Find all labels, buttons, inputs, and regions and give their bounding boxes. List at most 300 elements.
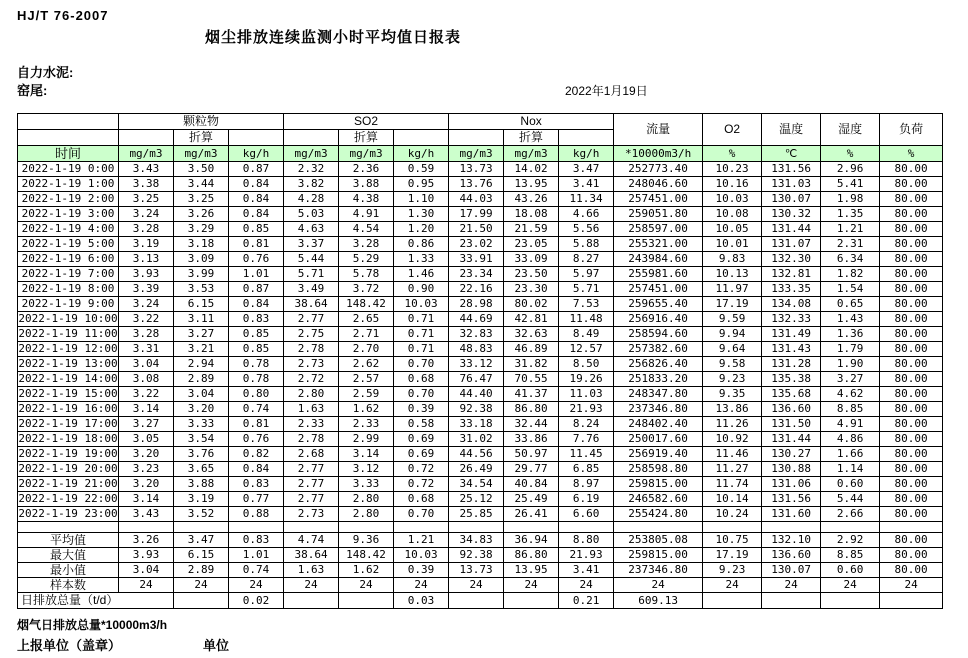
value-cell: 80.00 — [880, 162, 943, 177]
value-cell: 26.49 — [449, 462, 504, 477]
value-cell: 21.93 — [559, 402, 614, 417]
value-cell: 0.85 — [229, 327, 284, 342]
unit-cell: mg/m3 — [449, 146, 504, 162]
value-cell: 21.50 — [449, 222, 504, 237]
value-cell: 4.28 — [284, 192, 339, 207]
value-cell: 3.31 — [119, 342, 174, 357]
value-cell: 8.80 — [559, 533, 614, 548]
value-cell: 24 — [880, 578, 943, 593]
table-row — [18, 432, 943, 447]
value-cell: 3.65 — [174, 462, 229, 477]
value-cell: 255424.80 — [614, 507, 703, 522]
value-cell: 28.98 — [449, 297, 504, 312]
value-cell: 251833.20 — [614, 372, 703, 387]
empty-cell — [880, 593, 943, 609]
value-cell: 3.93 — [119, 548, 174, 563]
value-cell: 134.08 — [762, 297, 821, 312]
daily-total-label: 日排放总量（t/d） — [18, 593, 174, 609]
value-cell: 0.76 — [229, 432, 284, 447]
table-row — [18, 342, 943, 357]
value-cell: 3.37 — [284, 237, 339, 252]
time-cell: 2022-1-19 11:00 — [18, 327, 118, 340]
value-cell: 0.87 — [229, 282, 284, 297]
value-cell: 3.29 — [174, 222, 229, 237]
value-cell: 130.32 — [762, 207, 821, 222]
value-cell: 76.47 — [449, 372, 504, 387]
value-cell: 21.59 — [504, 222, 559, 237]
sub-so2-converted: 折算 — [339, 130, 394, 146]
value-cell: 80.00 — [880, 267, 943, 282]
value-cell: 3.47 — [174, 533, 229, 548]
time-cell: 2022-1-19 21:00 — [18, 477, 118, 490]
table-row — [18, 237, 943, 252]
value-cell: 0.69 — [394, 447, 449, 462]
value-cell: 259051.80 — [614, 207, 703, 222]
value-cell: 131.44 — [762, 432, 821, 447]
unit-cell: kg/h — [394, 146, 449, 162]
unit-label: 单位 — [203, 638, 230, 653]
time-cell: 2022-1-19 18:00 — [18, 432, 118, 445]
time-cell: 2022-1-19 3:00 — [18, 207, 119, 222]
value-cell: 0.95 — [394, 177, 449, 192]
value-cell: 3.38 — [119, 177, 174, 192]
value-cell: 3.09 — [174, 252, 229, 267]
monitoring-table — [17, 113, 943, 609]
value-cell: 8.49 — [559, 327, 614, 342]
value-cell: 131.44 — [762, 222, 821, 237]
value-cell: 36.94 — [504, 533, 559, 548]
value-cell: 3.04 — [119, 563, 174, 578]
value-cell: 33.18 — [449, 417, 504, 432]
value-cell: 2.62 — [339, 357, 394, 372]
value-cell: 3.39 — [119, 282, 174, 297]
table-row — [18, 447, 943, 462]
value-cell: 3.43 — [119, 507, 174, 522]
unit-cell: % — [703, 146, 762, 162]
report-date: 2022年1月19日 — [565, 84, 648, 98]
value-cell: 80.00 — [880, 327, 943, 342]
header-empty-cell — [394, 130, 449, 146]
value-cell: 10.03 — [703, 192, 762, 207]
value-cell: 252773.40 — [614, 162, 703, 177]
table-row — [18, 267, 943, 282]
value-cell: 130.07 — [762, 192, 821, 207]
value-cell: 1.90 — [821, 357, 880, 372]
value-cell: 10.75 — [703, 533, 762, 548]
value-cell: 1.01 — [229, 548, 284, 563]
header-group-row — [18, 114, 943, 130]
value-cell: 80.00 — [880, 312, 943, 327]
value-cell: 3.20 — [119, 447, 174, 462]
value-cell: 0.83 — [229, 533, 284, 548]
summary-label-cell: 最大值 — [18, 548, 119, 563]
value-cell: 5.71 — [559, 282, 614, 297]
value-cell: 3.24 — [119, 207, 174, 222]
value-cell: 3.76 — [174, 447, 229, 462]
value-cell: 42.81 — [504, 312, 559, 327]
value-cell: 10.23 — [703, 162, 762, 177]
value-cell: 31.02 — [449, 432, 504, 447]
table-row — [18, 207, 943, 222]
value-cell: 136.60 — [762, 548, 821, 563]
value-cell: 248046.60 — [614, 177, 703, 192]
value-cell: 3.49 — [284, 282, 339, 297]
value-cell: 0.83 — [229, 477, 284, 492]
table-row — [18, 533, 943, 548]
value-cell: 11.34 — [559, 192, 614, 207]
value-cell: 3.33 — [174, 417, 229, 432]
value-cell: 3.14 — [119, 492, 174, 507]
value-cell: 13.73 — [449, 162, 504, 177]
value-cell: 33.09 — [504, 252, 559, 267]
time-cell: 2022-1-19 2:00 — [18, 192, 119, 207]
value-cell: 132.30 — [762, 252, 821, 267]
value-cell: 2.31 — [821, 237, 880, 252]
value-cell: 7.76 — [559, 432, 614, 447]
unit-cell: *10000m3/h — [614, 146, 703, 162]
value-cell: 24 — [703, 578, 762, 593]
value-cell: 0.68 — [394, 492, 449, 507]
unit-cell: mg/m3 — [119, 146, 174, 162]
value-cell: 0.74 — [229, 563, 284, 578]
value-cell: 0.84 — [229, 177, 284, 192]
value-cell: 3.54 — [174, 432, 229, 447]
table-header — [18, 114, 943, 162]
value-cell: 80.00 — [880, 192, 943, 207]
value-cell: 3.47 — [559, 162, 614, 177]
value-cell: 256919.40 — [614, 447, 703, 462]
value-cell: 8.27 — [559, 252, 614, 267]
value-cell: 131.43 — [762, 342, 821, 357]
header-empty-cell — [18, 114, 119, 130]
value-cell: 9.23 — [703, 372, 762, 387]
value-cell: 25.12 — [449, 492, 504, 507]
value-cell: 8.85 — [821, 548, 880, 563]
time-cell: 2022-1-19 9:00 — [18, 297, 119, 312]
value-cell: 2.89 — [174, 563, 229, 578]
value-cell: 3.26 — [119, 533, 174, 548]
table-row — [18, 477, 943, 492]
value-cell: 0.82 — [229, 447, 284, 462]
value-cell: 9.64 — [703, 342, 762, 357]
value-cell: 0.70 — [394, 507, 449, 522]
value-cell: 10.16 — [703, 177, 762, 192]
value-cell: 92.38 — [449, 548, 504, 563]
value-cell: 131.56 — [762, 162, 821, 177]
time-cell: 2022-1-19 8:00 — [18, 282, 119, 297]
value-cell: 26.41 — [504, 507, 559, 522]
header-empty-cell — [559, 130, 614, 146]
value-cell: 33.86 — [504, 432, 559, 447]
value-cell: 2.73 — [284, 357, 339, 372]
value-cell: 4.54 — [339, 222, 394, 237]
value-cell: 8.85 — [821, 402, 880, 417]
value-cell: 0.83 — [229, 312, 284, 327]
value-cell: 80.00 — [880, 297, 943, 312]
value-cell: 9.59 — [703, 312, 762, 327]
value-cell: 5.29 — [339, 252, 394, 267]
value-cell: 33.12 — [449, 357, 504, 372]
value-cell: 3.13 — [119, 252, 174, 267]
table-row — [18, 548, 943, 563]
value-cell: 10.03 — [394, 548, 449, 563]
value-cell: 23.05 — [504, 237, 559, 252]
value-cell: 24 — [762, 578, 821, 593]
time-cell: 2022-1-19 19:00 — [18, 447, 118, 460]
value-cell: 23.34 — [449, 267, 504, 282]
table-row — [18, 402, 943, 417]
value-cell: 80.00 — [880, 372, 943, 387]
time-cell: 2022-1-19 14:00 — [18, 372, 118, 385]
empty-cell — [284, 593, 339, 609]
table-row — [18, 327, 943, 342]
value-cell: 11.26 — [703, 417, 762, 432]
location-label: 窑尾: — [17, 83, 48, 98]
value-cell: 24 — [504, 578, 559, 593]
unit-cell: kg/h — [559, 146, 614, 162]
value-cell: 80.00 — [880, 387, 943, 402]
summary-rows — [18, 533, 943, 593]
value-cell: 6.85 — [559, 462, 614, 477]
value-cell: 18.08 — [504, 207, 559, 222]
value-cell: 80.00 — [880, 417, 943, 432]
value-cell: 3.72 — [339, 282, 394, 297]
value-cell: 4.91 — [339, 207, 394, 222]
table-row — [18, 507, 943, 522]
value-cell: 80.02 — [504, 297, 559, 312]
value-cell: 1.33 — [394, 252, 449, 267]
value-cell: 257451.00 — [614, 192, 703, 207]
table-row — [18, 387, 943, 402]
header-empty-cell — [229, 130, 284, 146]
value-cell: 31.82 — [504, 357, 559, 372]
value-cell: 4.66 — [559, 207, 614, 222]
value-cell: 2.72 — [284, 372, 339, 387]
daily-total-flow: 609.13 — [614, 593, 703, 609]
value-cell: 131.03 — [762, 177, 821, 192]
value-cell: 19.26 — [559, 372, 614, 387]
value-cell: 9.23 — [703, 563, 762, 578]
daily-total-pm: 0.02 — [229, 593, 284, 609]
value-cell: 0.72 — [394, 462, 449, 477]
value-cell: 130.88 — [762, 462, 821, 477]
unit-cell: % — [821, 146, 880, 162]
value-cell: 3.28 — [339, 237, 394, 252]
value-cell: 131.06 — [762, 477, 821, 492]
value-cell: 3.14 — [119, 402, 174, 417]
empty-cell — [762, 593, 821, 609]
value-cell: 0.84 — [229, 297, 284, 312]
unit-cell: mg/m3 — [504, 146, 559, 162]
value-cell: 131.28 — [762, 357, 821, 372]
value-cell: 6.15 — [174, 297, 229, 312]
value-cell: 6.60 — [559, 507, 614, 522]
col-temperature: 温度 — [762, 114, 821, 146]
value-cell: 44.03 — [449, 192, 504, 207]
value-cell: 1.35 — [821, 207, 880, 222]
value-cell: 44.56 — [449, 447, 504, 462]
value-cell: 3.25 — [119, 192, 174, 207]
value-cell: 5.44 — [821, 492, 880, 507]
value-cell: 2.36 — [339, 162, 394, 177]
time-cell: 2022-1-19 10:00 — [18, 312, 118, 325]
value-cell: 80.00 — [880, 563, 943, 578]
value-cell: 3.23 — [119, 462, 174, 477]
value-cell: 0.70 — [394, 387, 449, 402]
value-cell: 258594.60 — [614, 327, 703, 342]
value-cell: 8.97 — [559, 477, 614, 492]
value-cell: 10.01 — [703, 237, 762, 252]
value-cell: 250017.60 — [614, 432, 703, 447]
time-cell: 2022-1-19 7:00 — [18, 267, 119, 282]
value-cell: 24 — [394, 578, 449, 593]
value-cell: 1.36 — [821, 327, 880, 342]
value-cell: 2.77 — [284, 492, 339, 507]
summary-label-cell: 样本数 — [18, 578, 119, 593]
value-cell: 256916.40 — [614, 312, 703, 327]
value-cell: 2.66 — [821, 507, 880, 522]
value-cell: 92.38 — [449, 402, 504, 417]
value-cell: 32.83 — [449, 327, 504, 342]
value-cell: 3.50 — [174, 162, 229, 177]
value-cell: 1.20 — [394, 222, 449, 237]
value-cell: 148.42 — [339, 548, 394, 563]
value-cell: 24 — [614, 578, 703, 593]
value-cell: 40.84 — [504, 477, 559, 492]
value-cell: 5.03 — [284, 207, 339, 222]
value-cell: 2.77 — [284, 462, 339, 477]
value-cell: 21.93 — [559, 548, 614, 563]
value-cell: 257382.60 — [614, 342, 703, 357]
value-cell: 4.86 — [821, 432, 880, 447]
value-cell: 10.24 — [703, 507, 762, 522]
value-cell: 0.71 — [394, 312, 449, 327]
data-rows — [18, 162, 943, 522]
value-cell: 33.91 — [449, 252, 504, 267]
time-cell: 2022-1-19 12:00 — [18, 342, 118, 355]
value-cell: 0.65 — [821, 297, 880, 312]
value-cell: 10.08 — [703, 207, 762, 222]
value-cell: 80.00 — [880, 533, 943, 548]
value-cell: 24 — [284, 578, 339, 593]
value-cell: 80.00 — [880, 237, 943, 252]
value-cell: 8.24 — [559, 417, 614, 432]
value-cell: 1.62 — [339, 402, 394, 417]
value-cell: 0.71 — [394, 327, 449, 342]
value-cell: 22.16 — [449, 282, 504, 297]
table-row — [18, 252, 943, 267]
value-cell: 6.15 — [174, 548, 229, 563]
value-cell: 0.69 — [394, 432, 449, 447]
value-cell: 3.88 — [339, 177, 394, 192]
value-cell: 255981.60 — [614, 267, 703, 282]
value-cell: 135.38 — [762, 372, 821, 387]
reporting-unit-label: 上报单位（盖章） — [17, 638, 122, 653]
value-cell: 258598.80 — [614, 462, 703, 477]
header-empty-cell — [284, 130, 339, 146]
value-cell: 1.46 — [394, 267, 449, 282]
value-cell: 3.26 — [174, 207, 229, 222]
unit-cell: mg/m3 — [339, 146, 394, 162]
value-cell: 2.75 — [284, 327, 339, 342]
value-cell: 135.68 — [762, 387, 821, 402]
value-cell: 131.49 — [762, 327, 821, 342]
value-cell: 44.69 — [449, 312, 504, 327]
value-cell: 0.60 — [821, 477, 880, 492]
value-cell: 32.63 — [504, 327, 559, 342]
value-cell: 3.43 — [119, 162, 174, 177]
empty-cell — [449, 593, 504, 609]
value-cell: 11.03 — [559, 387, 614, 402]
value-cell: 44.40 — [449, 387, 504, 402]
value-cell: 256826.40 — [614, 357, 703, 372]
value-cell: 9.83 — [703, 252, 762, 267]
table-row — [18, 492, 943, 507]
value-cell: 80.00 — [880, 207, 943, 222]
value-cell: 25.85 — [449, 507, 504, 522]
value-cell: 0.72 — [394, 477, 449, 492]
value-cell: 2.33 — [284, 417, 339, 432]
value-cell: 5.88 — [559, 237, 614, 252]
value-cell: 3.22 — [119, 312, 174, 327]
value-cell: 3.52 — [174, 507, 229, 522]
value-cell: 1.79 — [821, 342, 880, 357]
value-cell: 248347.80 — [614, 387, 703, 402]
value-cell: 4.91 — [821, 417, 880, 432]
value-cell: 3.24 — [119, 297, 174, 312]
spacer-row — [18, 522, 943, 533]
value-cell: 4.62 — [821, 387, 880, 402]
value-cell: 3.08 — [119, 372, 174, 387]
value-cell: 48.83 — [449, 342, 504, 357]
flue-gas-total-label: 烟气日排放总量*10000m3/h — [17, 618, 168, 632]
value-cell: 0.78 — [229, 357, 284, 372]
value-cell: 80.00 — [880, 402, 943, 417]
value-cell: 2.68 — [284, 447, 339, 462]
value-cell: 38.64 — [284, 548, 339, 563]
value-cell: 80.00 — [880, 252, 943, 267]
value-cell: 2.94 — [174, 357, 229, 372]
unit-cell: ℃ — [762, 146, 821, 162]
value-cell: 2.59 — [339, 387, 394, 402]
value-cell: 86.80 — [504, 548, 559, 563]
value-cell: 80.00 — [880, 177, 943, 192]
value-cell: 2.71 — [339, 327, 394, 342]
col-o2: O2 — [703, 114, 762, 146]
value-cell: 0.39 — [394, 563, 449, 578]
value-cell: 80.00 — [880, 342, 943, 357]
empty-cell — [339, 593, 394, 609]
unit-cell: mg/m3 — [284, 146, 339, 162]
value-cell: 10.05 — [703, 222, 762, 237]
value-cell: 0.76 — [229, 252, 284, 267]
value-cell: 0.88 — [229, 507, 284, 522]
value-cell: 0.85 — [229, 222, 284, 237]
value-cell: 4.38 — [339, 192, 394, 207]
value-cell: 17.19 — [703, 297, 762, 312]
value-cell: 3.33 — [339, 477, 394, 492]
value-cell: 131.60 — [762, 507, 821, 522]
value-cell: 1.21 — [821, 222, 880, 237]
value-cell: 34.83 — [449, 533, 504, 548]
value-cell: 1.43 — [821, 312, 880, 327]
value-cell: 132.81 — [762, 267, 821, 282]
value-cell: 0.68 — [394, 372, 449, 387]
value-cell: 3.99 — [174, 267, 229, 282]
daily-total-nox: 0.21 — [559, 593, 614, 609]
empty-cell — [703, 593, 762, 609]
empty-cell — [504, 593, 559, 609]
